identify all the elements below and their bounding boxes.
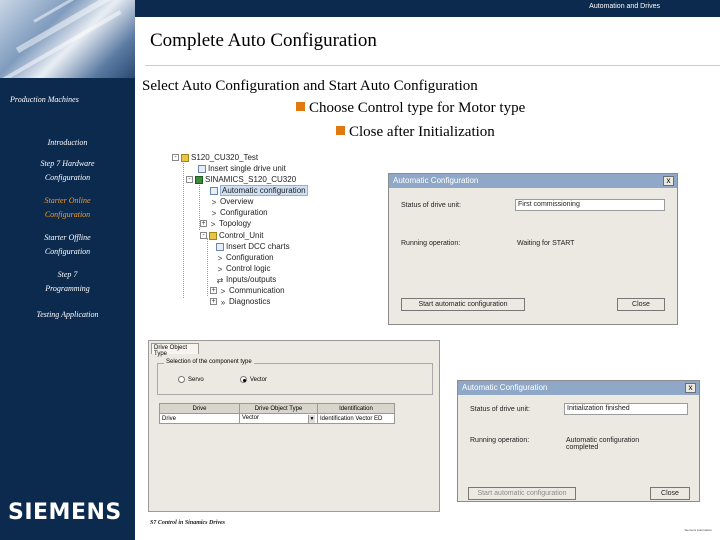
folder-icon xyxy=(181,154,189,162)
expand-icon[interactable]: + xyxy=(211,298,216,305)
close-icon[interactable]: x xyxy=(685,383,696,393)
arrow-right-icon: > xyxy=(211,208,217,218)
doc-icon xyxy=(198,165,206,173)
tree-row-sinamics[interactable]: - SINAMICS_S120_CU320 xyxy=(186,174,296,185)
column-header: Drive xyxy=(160,404,240,414)
instruction-line: Select Auto Configuration and Start Auto Configuration xyxy=(142,78,478,94)
bullet-square-icon xyxy=(296,102,305,111)
tree-row-project[interactable]: - S120_CU320_Test xyxy=(172,152,258,163)
start-automatic-configuration-button[interactable]: Start automatic configuration xyxy=(468,487,576,500)
bullet-item-1: Choose Control type for Motor type xyxy=(296,100,525,117)
arrow-right-icon: > xyxy=(211,197,217,207)
footer-course-title: S7 Control in Sinamics Drives xyxy=(150,520,226,526)
arrow-right-icon: > xyxy=(217,253,223,263)
doc-icon xyxy=(210,187,218,195)
siemens-logo: SIEMENS xyxy=(8,500,122,525)
header-bar xyxy=(135,0,720,17)
radio-servo[interactable]: Servo xyxy=(178,376,204,383)
sidebar-item-starter-online-config[interactable]: Configuration xyxy=(44,210,91,219)
arrow-right-icon: > xyxy=(217,264,223,274)
column-header: Drive Object Type xyxy=(240,404,318,414)
tree-row-diagnostics[interactable]: + » Diagnostics xyxy=(211,297,271,307)
table-cell: Identification Vector ED xyxy=(318,414,395,424)
sidebar-section-title: Production Machines xyxy=(10,95,79,104)
dialog-title: Automatic Configuration xyxy=(393,176,479,185)
running-operation-label: Running operation: xyxy=(401,240,461,247)
bullet-item-2: Close after Initialization xyxy=(336,124,495,141)
automatic-configuration-dialog-1 xyxy=(388,173,678,325)
tree-row-control-unit[interactable]: - Control_Unit xyxy=(200,230,263,241)
component-type-group xyxy=(157,359,433,395)
tab-drive-object-type[interactable]: Drive Object Type xyxy=(151,343,199,354)
tree-row-inputs-outputs[interactable]: ⇄ Inputs/outputs xyxy=(216,275,277,285)
expand-icon[interactable]: + xyxy=(201,220,206,227)
group-title: Selection of the component type xyxy=(166,359,252,365)
collapse-icon[interactable]: - xyxy=(186,176,193,183)
tree-row-cu-configuration[interactable]: > Configuration xyxy=(217,253,274,263)
header-photo xyxy=(0,0,135,78)
close-button[interactable]: Close xyxy=(650,487,690,500)
tree-row-control-logic[interactable]: > Control logic xyxy=(217,264,271,274)
chevron-down-icon[interactable]: ▼ xyxy=(309,415,315,422)
dialog-title-bar xyxy=(389,174,677,188)
radio-selected-icon xyxy=(240,376,247,383)
dialog-title: Automatic Configuration xyxy=(462,383,548,392)
collapse-icon[interactable]: - xyxy=(200,232,207,239)
drive-object-type-select[interactable]: Vector ▼ xyxy=(240,414,318,424)
running-operation-value: Waiting for START xyxy=(517,240,575,247)
tree-row-automatic-configuration[interactable]: Automatic configuration xyxy=(210,185,308,196)
status-label: Status of drive unit: xyxy=(470,406,530,413)
drive-icon xyxy=(195,176,203,184)
project-tree xyxy=(170,150,320,307)
close-button[interactable]: Close xyxy=(617,298,665,311)
sidebar-item-step7[interactable]: Step 7 xyxy=(57,270,78,279)
sidebar-item-testing-application[interactable]: Testing Application xyxy=(36,310,99,319)
tree-row-insert-drive[interactable]: Insert single drive unit xyxy=(198,163,286,174)
sidebar-item-step7-programming[interactable]: Programming xyxy=(45,284,90,293)
drive-object-table xyxy=(159,403,395,424)
status-field: Initialization finished xyxy=(564,403,688,415)
table-cell: Drive xyxy=(160,414,240,424)
table-header-row xyxy=(160,404,395,414)
close-icon[interactable]: x xyxy=(663,176,674,186)
sidebar-item-step7-hardware-config[interactable]: Configuration xyxy=(44,173,91,182)
tree-row-overview[interactable]: > Overview xyxy=(211,197,254,207)
sidebar xyxy=(0,0,135,540)
running-operation-value: Automatic configuration completed xyxy=(566,437,640,451)
expand-icon[interactable]: + xyxy=(211,287,216,294)
tree-row-insert-dcc[interactable]: Insert DCC charts xyxy=(216,241,290,252)
collapse-icon[interactable]: - xyxy=(172,154,179,161)
io-icon: ⇄ xyxy=(216,275,224,285)
sidebar-item-starter-online[interactable]: Starter Online xyxy=(44,196,91,205)
radio-vector[interactable]: Vector xyxy=(240,376,267,383)
drive-object-type-panel xyxy=(148,340,440,512)
page-title: Complete Auto Configuration xyxy=(150,30,377,51)
status-field: First commissioning xyxy=(515,199,665,211)
running-operation-label: Running operation: xyxy=(470,437,530,444)
arrow-right-icon: > xyxy=(220,286,226,296)
status-label: Status of drive unit: xyxy=(401,202,461,209)
automatic-configuration-dialog-2 xyxy=(457,380,700,502)
table-row[interactable] xyxy=(160,414,395,424)
start-automatic-configuration-button[interactable]: Start automatic configuration xyxy=(401,298,525,311)
doc-icon xyxy=(216,243,224,251)
bullet-square-icon xyxy=(336,126,345,135)
arrow-right-icon: > xyxy=(210,219,216,229)
tree-row-communication[interactable]: + > Communication xyxy=(211,286,285,296)
sidebar-item-step7-hardware[interactable]: Step 7 Hardware xyxy=(40,159,95,168)
title-divider xyxy=(145,65,720,66)
footer-copyright: Siemens Automation xyxy=(684,528,712,532)
column-header: Identification xyxy=(318,404,395,414)
header-brand-text: Automation and Drives xyxy=(589,3,660,10)
sidebar-item-starter-offline-config[interactable]: Configuration xyxy=(44,247,91,256)
folder-icon xyxy=(209,232,217,240)
sidebar-item-introduction[interactable]: Introduction xyxy=(47,138,88,147)
sidebar-item-starter-offline[interactable]: Starter Offline xyxy=(44,233,91,242)
radio-icon xyxy=(178,376,185,383)
dialog-title-bar xyxy=(458,381,699,395)
tree-row-configuration[interactable]: > Configuration xyxy=(211,208,268,218)
tree-row-topology[interactable]: + > Topology xyxy=(201,219,252,229)
double-arrow-icon: » xyxy=(220,297,226,307)
